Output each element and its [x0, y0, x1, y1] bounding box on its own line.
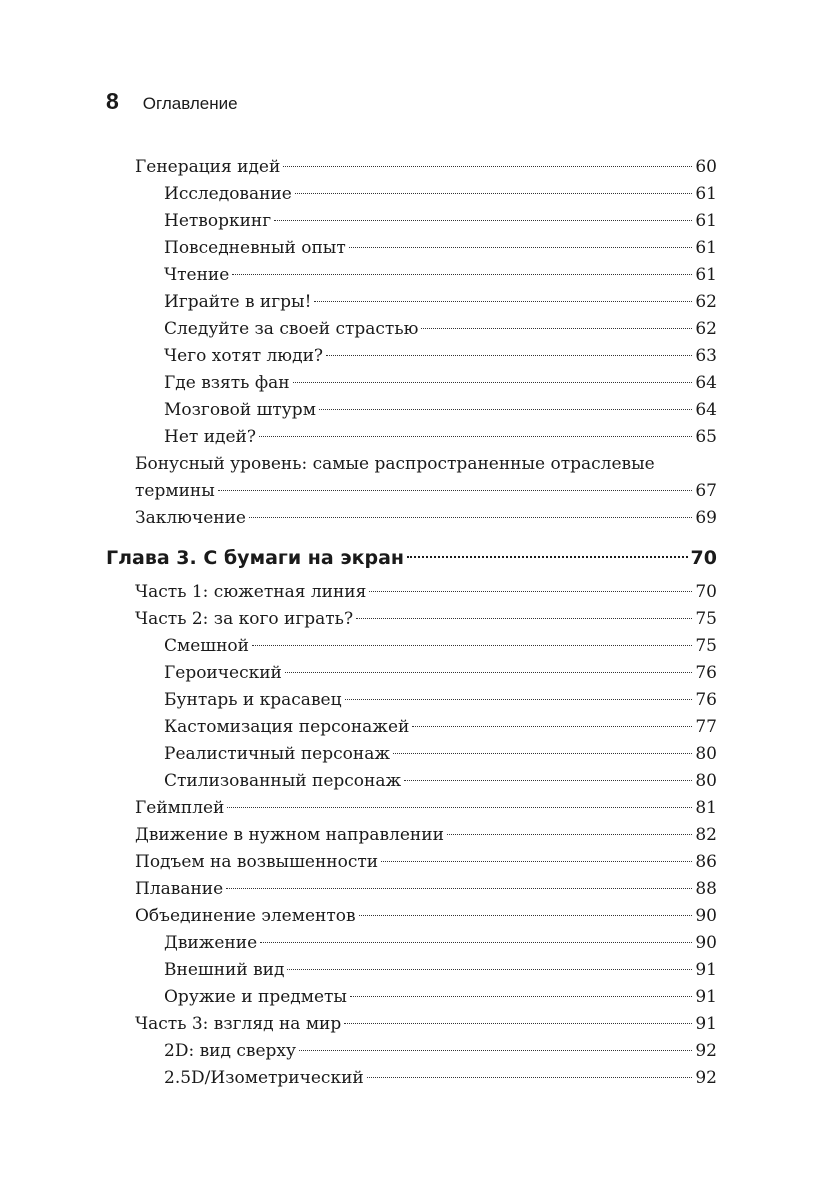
running-title: Оглавление	[142, 94, 238, 113]
toc-entry-title: Часть 2: за кого играть?	[135, 609, 354, 629]
toc-entry	[164, 208, 717, 235]
toc-entry	[164, 343, 717, 370]
toc-entry	[164, 262, 717, 289]
toc-entry	[135, 903, 717, 930]
toc-entry-page: 61	[695, 211, 717, 231]
dot-leader	[227, 807, 692, 808]
dot-leader	[293, 382, 693, 383]
toc-entry-title: Чтение	[164, 265, 230, 285]
toc-entry	[164, 660, 717, 687]
toc-entry-page: 80	[695, 744, 717, 764]
dot-leader	[249, 517, 692, 518]
toc-entry-page: 75	[695, 636, 717, 656]
toc-entry-page: 70	[695, 582, 717, 602]
dot-leader	[356, 618, 692, 619]
toc-entry-page: 62	[695, 292, 717, 312]
toc-entry-page: 65	[695, 427, 717, 447]
toc-entry-title-line2: термины	[135, 481, 215, 501]
toc-entry	[164, 1038, 717, 1065]
toc-entry-title: Мозговой штурм	[164, 400, 316, 420]
toc-entry	[164, 424, 717, 451]
toc-entry-title: Смешной	[164, 636, 249, 656]
toc-entry-title: Следуйте за своей страстью	[164, 319, 419, 339]
chapter-title: Глава 3. С бумаги на экран	[106, 547, 405, 569]
toc-entry-page: 76	[695, 690, 717, 710]
toc-entry	[164, 768, 717, 795]
toc-entry	[135, 849, 717, 876]
toc-entry	[135, 154, 717, 181]
toc-entry-page: 91	[695, 960, 717, 980]
dot-leader	[232, 274, 692, 275]
toc-entry	[164, 633, 717, 660]
dot-leader	[314, 301, 692, 302]
dot-leader	[412, 726, 692, 727]
toc-chapter-entry	[106, 545, 717, 572]
toc-entry-title: Объединение элементов	[135, 906, 356, 926]
toc-entry-page: 90	[695, 906, 717, 926]
toc-entry-title: Плавание	[135, 879, 224, 899]
toc-entry-page: 91	[695, 987, 717, 1007]
toc-entry-page: 64	[695, 373, 717, 393]
toc-entry	[164, 714, 717, 741]
toc-entry	[135, 478, 717, 505]
toc-entry-page: 63	[695, 346, 717, 366]
dot-leader	[326, 355, 692, 356]
dot-leader	[226, 888, 692, 889]
toc-entry-page: 77	[695, 717, 717, 737]
toc-entry-page: 62	[695, 319, 717, 339]
toc-entry-page: 61	[695, 184, 717, 204]
dot-leader	[447, 834, 692, 835]
dot-leader	[369, 591, 692, 592]
dot-leader	[287, 969, 692, 970]
toc-entry-page: 86	[695, 852, 717, 872]
dot-leader	[407, 556, 688, 558]
toc-entry-page: 82	[695, 825, 717, 845]
toc-entry-title: Внешний вид	[164, 960, 285, 980]
toc-entry-title: Реалистичный персонаж	[164, 744, 390, 764]
toc-entry-page: 88	[695, 879, 717, 899]
toc-entry-title: Где взять фан	[164, 373, 290, 393]
toc-entry-title: Исследование	[164, 184, 292, 204]
dot-leader	[393, 753, 692, 754]
toc-entry-title: Генерация идей	[135, 157, 281, 177]
dot-leader	[349, 247, 693, 248]
dot-leader	[381, 861, 692, 862]
toc-entry	[164, 316, 717, 343]
toc-entry-page: 60	[695, 157, 717, 177]
toc-entry-page: 76	[695, 663, 717, 683]
toc-entry-title: Играйте в игры!	[164, 292, 312, 312]
toc-entry-title: Движение	[164, 933, 258, 953]
dot-leader	[295, 193, 693, 194]
dot-leader	[259, 436, 692, 437]
page-header	[106, 88, 238, 115]
dot-leader	[299, 1050, 692, 1051]
toc-entry	[135, 822, 717, 849]
toc-entry-title: Нет идей?	[164, 427, 256, 447]
toc-entry-title: 2.5D/Изометрический	[164, 1068, 364, 1088]
toc-entry-title: Нетворкинг	[164, 211, 272, 231]
toc-entry-page: 92	[695, 1068, 717, 1088]
toc-entry	[164, 235, 717, 262]
toc-entry-title: Оружие и предметы	[164, 987, 347, 1007]
toc-entry	[135, 505, 717, 532]
toc-entry	[164, 984, 717, 1011]
toc-entry-title: Чего хотят люди?	[164, 346, 324, 366]
toc-entry-title: Часть 3: взгляд на мир	[135, 1014, 342, 1034]
toc-entry-page: 64	[695, 400, 717, 420]
page-number: 8	[106, 88, 119, 114]
toc-entry-title: Стилизованный персонаж	[164, 771, 402, 791]
toc-entry-title: Заключение	[135, 508, 246, 528]
toc-entry-page: 80	[695, 771, 717, 791]
dot-leader	[350, 996, 692, 997]
toc-entry	[135, 606, 717, 633]
toc-entry-title: Движение в нужном направлении	[135, 825, 444, 845]
dot-leader	[367, 1077, 693, 1078]
toc-entry-title: Героический	[164, 663, 282, 683]
toc-entry-title-line1: Бонусный уровень: самые распространенные отраслевые	[135, 454, 655, 474]
toc-entry	[164, 289, 717, 316]
dot-leader	[359, 915, 693, 916]
toc-entry	[164, 370, 717, 397]
toc-entry	[164, 397, 717, 424]
dot-leader	[421, 328, 692, 329]
toc-entry-page: 69	[695, 508, 717, 528]
dot-leader	[285, 672, 692, 673]
dot-leader	[218, 490, 693, 491]
dot-leader	[274, 220, 692, 221]
toc-entry-title: Повседневный опыт	[164, 238, 346, 258]
toc-entry-page: 75	[695, 609, 717, 629]
toc-entry-title: Подъем на возвышенности	[135, 852, 379, 872]
toc-entry	[135, 876, 717, 903]
toc-entry-title: Геймплей	[135, 798, 225, 818]
dot-leader	[283, 166, 692, 167]
toc-entry	[135, 1011, 717, 1038]
dot-leader	[260, 942, 692, 943]
dot-leader	[345, 699, 693, 700]
toc-entry	[164, 1065, 717, 1092]
toc-entry	[164, 930, 717, 957]
toc-entry-title: 2D: вид сверху	[164, 1041, 296, 1061]
toc-entry-page: 81	[695, 798, 717, 818]
toc-entry-title: Кастомизация персонажей	[164, 717, 410, 737]
toc-entry-page: 67	[695, 481, 717, 501]
dot-leader	[344, 1023, 692, 1024]
dot-leader	[404, 780, 692, 781]
toc-entry-page: 90	[695, 933, 717, 953]
toc-entry	[135, 579, 717, 606]
dot-leader	[319, 409, 692, 410]
toc-entry	[164, 687, 717, 714]
toc-entry-page: 92	[695, 1041, 717, 1061]
toc-entry	[164, 957, 717, 984]
dot-leader	[252, 645, 692, 646]
toc-entry-title: Бунтарь и красавец	[164, 690, 342, 710]
toc-entry-page: 61	[695, 238, 717, 258]
chapter-page: 70	[690, 547, 717, 569]
toc-entry	[135, 795, 717, 822]
toc-entry	[164, 741, 717, 768]
toc-entry	[164, 181, 717, 208]
toc-entry-page: 61	[695, 265, 717, 285]
toc-entry-title: Часть 1: сюжетная линия	[135, 582, 367, 602]
toc-entry-page: 91	[695, 1014, 717, 1034]
